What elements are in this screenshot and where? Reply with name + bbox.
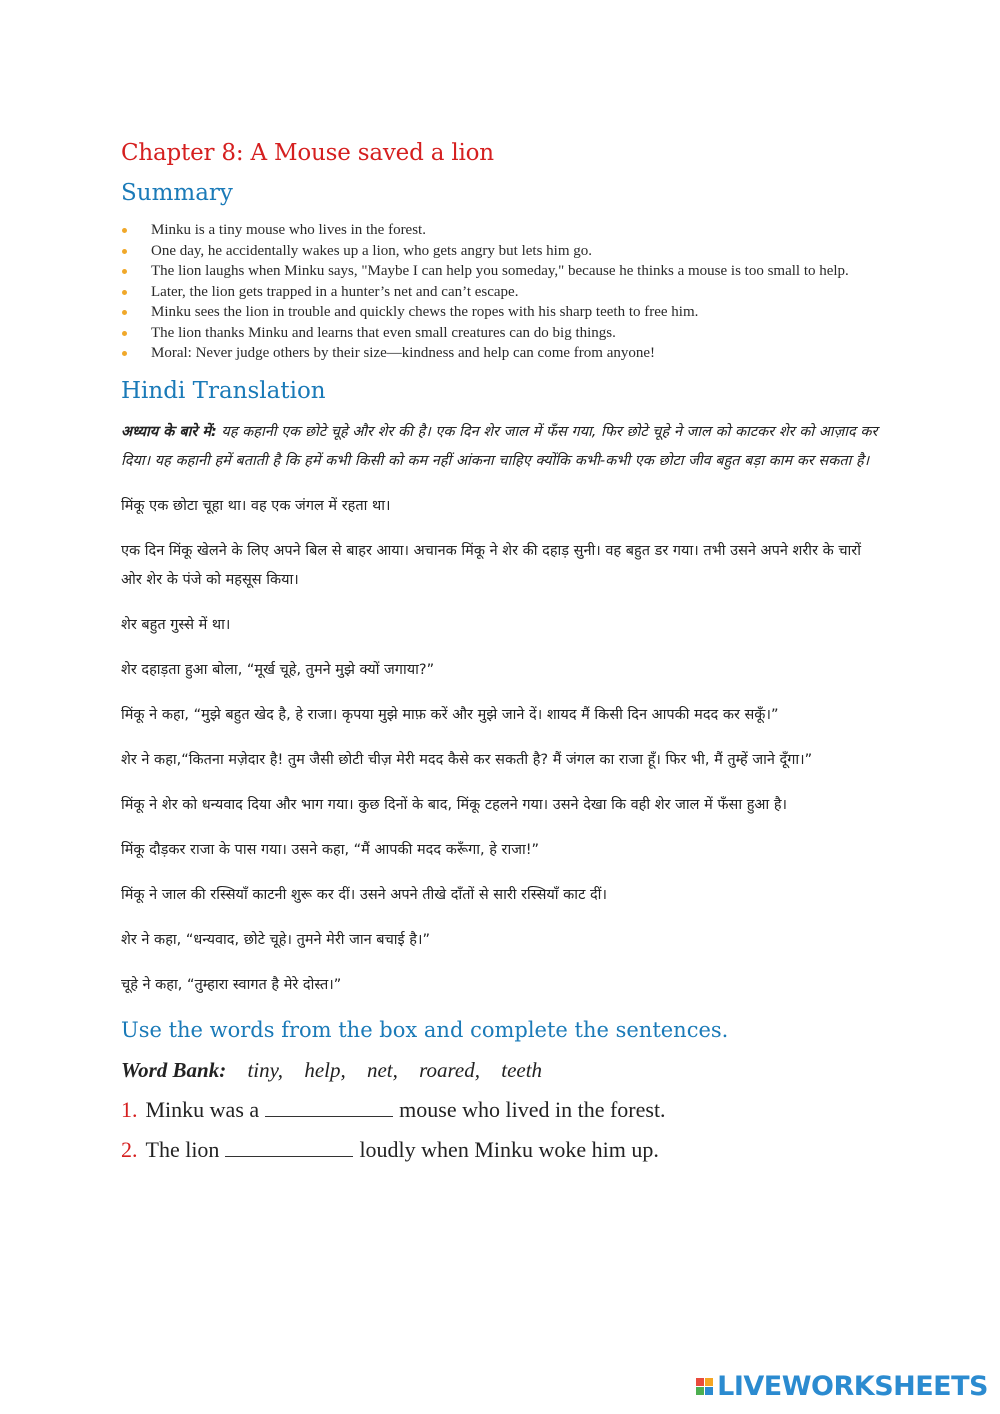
story-paragraph: मिंकू दौड़कर राजा के पास गया। उसने कहा, “मैं आपकी मदद करूँगा, हे राजा!” xyxy=(121,841,540,858)
word-bank-word: tiny, xyxy=(247,1057,284,1082)
story-paragraph: चूहे ने कहा, “तुम्हारा स्वागत है मेरे दोस्त।” xyxy=(121,976,342,993)
logo-text: LIVEWORKSHEETS xyxy=(717,1371,988,1402)
summary-item: The lion laughs when Minku says, "Maybe I can help you someday," because he thinks a mouse is too small to help. xyxy=(121,261,881,282)
summary-list xyxy=(121,220,881,364)
story-paragraph: मिंकू ने शेर को धन्यवाद दिया और भाग गया। कुछ दिनों के बाद, मिंकू टहलने गया। उसने देखा कि वही शेर जाल में फँसा हुआ है। xyxy=(121,796,788,813)
word-bank-word: roared, xyxy=(419,1057,480,1082)
exercise-instruction: Use the words from the box and complete the sentences. xyxy=(121,1017,729,1042)
bullet-icon xyxy=(122,351,127,356)
bullet-icon xyxy=(122,290,127,295)
bullet-icon xyxy=(122,249,127,254)
chapter-intro xyxy=(121,418,886,476)
logo-square xyxy=(696,1378,704,1386)
fill-sentence-2: 2. The lion loudly when Minku woke him up. xyxy=(121,1136,659,1162)
logo-square xyxy=(705,1387,713,1395)
summary-item: One day, he accidentally wakes up a lion, who gets angry but lets him go. xyxy=(121,241,881,262)
summary-item: Minku sees the lion in trouble and quickly chews the ropes with his sharp teeth to free him. xyxy=(121,302,881,323)
story-paragraph: मिंकू ने जाल की रस्सियाँ काटनी शुरू कर दीं। उसने अपने तीखे दाँतों से सारी रस्सियाँ काट दीं। xyxy=(121,886,607,903)
word-bank-word: net, xyxy=(366,1057,398,1082)
answer-blank-2[interactable] xyxy=(225,1138,353,1157)
word-bank-label: Word Bank: xyxy=(121,1057,227,1082)
hindi-translation-body xyxy=(121,418,886,1000)
word-bank xyxy=(121,1058,881,1083)
story-paragraph: शेर बहुत गुस्से में था। xyxy=(121,616,231,633)
story-paragraph: एक दिन मिंकू खेलने के लिए अपने बिल से बाहर आया। अचानक मिंकू ने शेर की दहाड़ सुनी। वह बहुत डर गया। तभी उसने अपने शरीर के चारों ओर शेर के पंजे को महसूस किया। xyxy=(121,542,861,588)
summary-item: Minku is a tiny mouse who lives in the forest. xyxy=(121,220,881,241)
logo-square xyxy=(696,1387,704,1395)
logo-square xyxy=(705,1378,713,1386)
chapter-title: Chapter 8: A Mouse saved a lion xyxy=(121,140,494,166)
summary-item: The lion thanks Minku and learns that even small creatures can do big things. xyxy=(121,323,881,344)
bullet-icon xyxy=(122,269,127,274)
sentence-number: 1. xyxy=(121,1096,138,1122)
word-bank-word: help, xyxy=(304,1057,346,1082)
intro-text: यह कहानी एक छोटे चूहे और शेर की है। एक दिन शेर जाल में फँस गया, फिर छोटे चूहे ने जाल को काटकर शेर को आज़ाद कर दिया। यह कहानी हमें बताती है कि हमें कभी किसी को कम नहीं आंकना चाहिए क्योंकि कभी-कभी एक छोटा जीव बहुत बड़ा काम कर सकता है। xyxy=(121,423,878,469)
story-paragraph: शेर दहाड़ता हुआ बोला, “मूर्ख चूहे, तुमने मुझे क्यों जगाया?” xyxy=(121,661,435,678)
answer-blank-1[interactable] xyxy=(265,1098,393,1117)
worksheet-page xyxy=(121,140,881,1163)
intro-label: अध्याय के बारे में: xyxy=(121,423,217,440)
bullet-icon xyxy=(122,310,127,315)
story-paragraph: मिंकू एक छोटा चूहा था। वह एक जंगल में रहता था। xyxy=(121,497,391,514)
bullet-icon xyxy=(122,228,127,233)
summary-item: Later, the lion gets trapped in a hunter’s net and can’t escape. xyxy=(121,282,881,303)
sentence-number: 2. xyxy=(121,1136,138,1162)
logo-squares-icon xyxy=(696,1378,713,1395)
story-paragraph: शेर ने कहा, “धन्यवाद, छोटे चूहे। तुमने मेरी जान बचाई है।” xyxy=(121,931,430,948)
bullet-icon xyxy=(122,331,127,336)
summary-item: Moral: Never judge others by their size—kindness and help can come from anyone! xyxy=(121,343,881,364)
story-paragraph: मिंकू ने कहा, “मुझे बहुत खेद है, हे राजा। कृपया मुझे माफ़ करें और मुझे जाने दें। शायद मैं किसी दिन आपकी मदद कर सकूँ।” xyxy=(121,706,779,723)
story-paragraph: शेर ने कहा,“कितना मज़ेदार है! तुम जैसी छोटी चीज़ मेरी मदद कैसे कर सकती है? मैं जंगल का राजा हूँ। फिर भी, मैं तुम्हें जाने दूँगा।” xyxy=(121,751,813,768)
summary-heading: Summary xyxy=(121,180,233,206)
liveworksheets-logo[interactable] xyxy=(696,1371,988,1402)
fill-sentence-1: 1. Minku was a mouse who lived in the forest. xyxy=(121,1096,666,1122)
word-bank-word: teeth xyxy=(501,1057,543,1082)
hindi-translation-heading: Hindi Translation xyxy=(121,377,326,404)
